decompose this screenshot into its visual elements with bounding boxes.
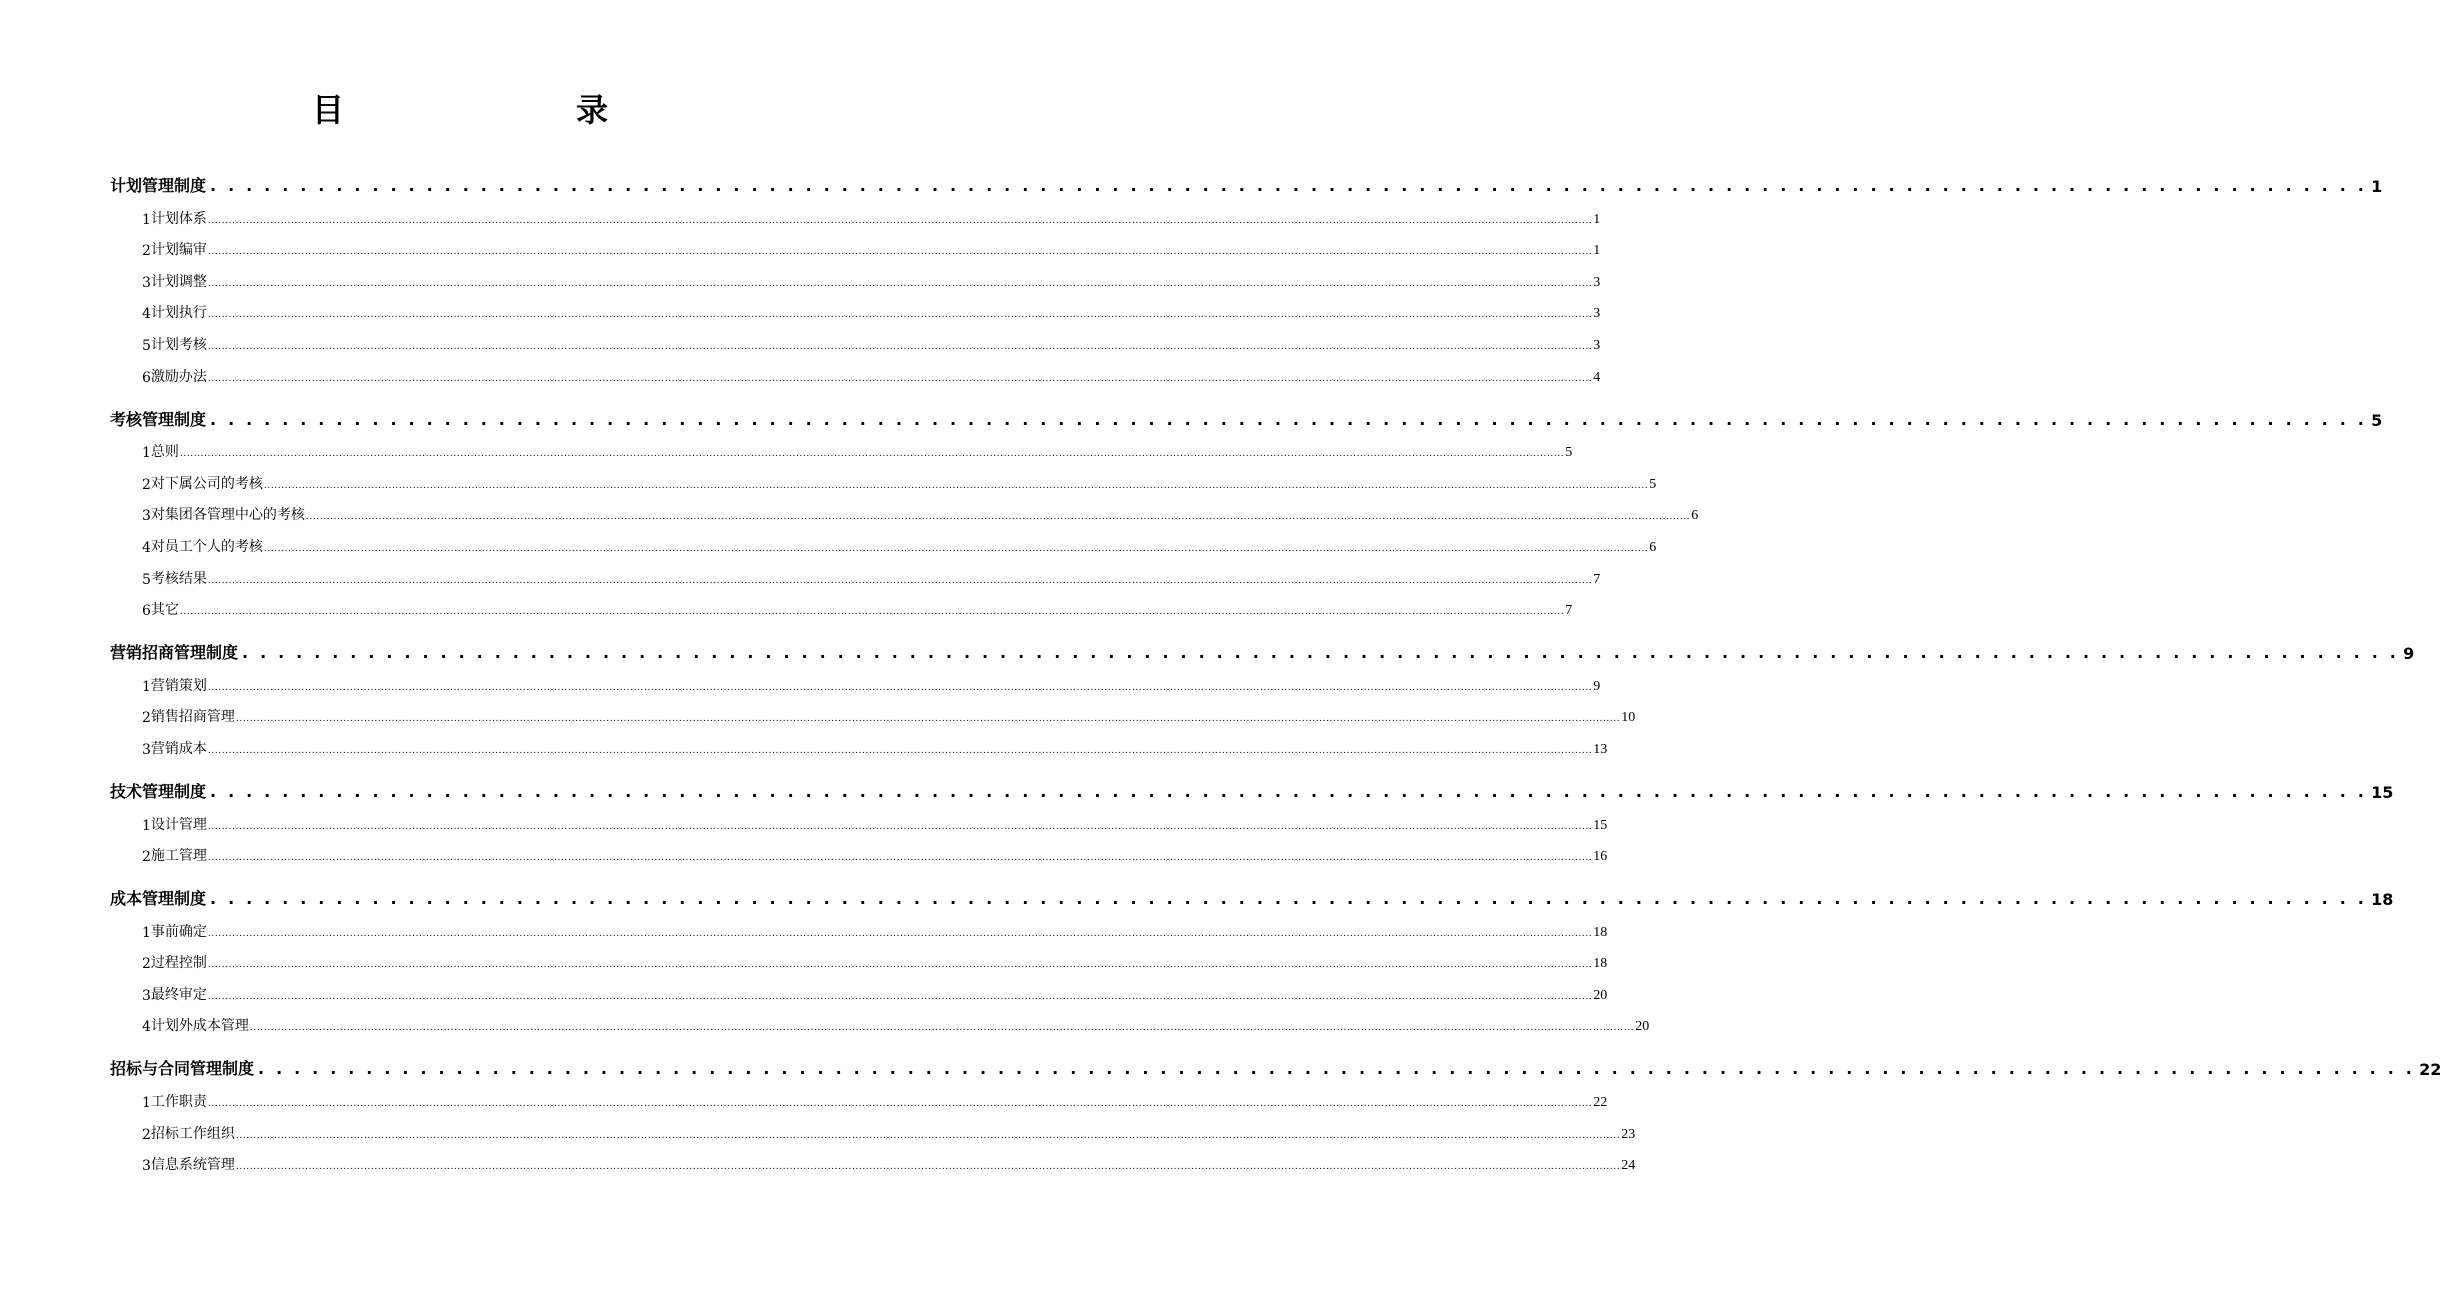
toc-item-number: 3	[142, 741, 151, 758]
toc-section-title: 成本管理制度	[110, 889, 207, 909]
toc-item-number: 4	[142, 306, 151, 323]
dot-leader: . . . . . . . . . . . . . . . . . . . . . . . . . . . . . . . . . . . . . . . . . . . . . . . . . . . . . . . . . . . . . . . . . . . . . . . . . . . . . . . . . . . . . . . . . . . . . . . . . . . . . . . . . . . . . . . . . . . . . . . .	[210, 889, 2368, 909]
toc-item-title: 计划调整	[150, 273, 207, 290]
toc-page-number: 22	[1593, 1095, 1608, 1111]
dot-leader: ................................................................................................................................................................................................................................................................................................................................................................................................................	[207, 853, 1593, 864]
toc-page-number: 6	[1649, 539, 1657, 555]
toc-item-entry[interactable]	[110, 556, 1601, 588]
toc-item-title: 激励办法	[150, 368, 207, 385]
dot-leader: ................................................................................................................................................................................................................................................................................................................................................................................................................	[235, 1162, 1621, 1173]
toc-section-title: 考核管理制度	[110, 409, 207, 429]
toc-item-entry[interactable]	[110, 726, 1608, 758]
toc-item-title: 考核结果	[150, 570, 207, 587]
toc-item-number: 1	[142, 817, 151, 834]
toc-item-title: 营销成本	[150, 740, 207, 757]
toc-page-number: 1	[2371, 177, 2383, 196]
toc-item-title: 计划外成本管理	[150, 1018, 249, 1035]
toc-page-number: 3	[1593, 306, 1601, 322]
toc-item-entry[interactable]	[110, 1004, 1650, 1036]
toc-item-entry[interactable]	[110, 695, 1636, 727]
toc-section-title: 技术管理制度	[110, 781, 207, 801]
dot-leader: ................................................................................................................................................................................................................................................................................................................................................................................................................	[207, 928, 1593, 939]
dot-leader: ................................................................................................................................................................................................................................................................................................................................................................................................................	[179, 449, 1565, 460]
toc-page-number: 16	[1593, 849, 1608, 865]
toc-item-title: 施工管理	[150, 848, 207, 865]
toc-item-title: 对员工个人的考核	[150, 538, 263, 555]
toc-item-number: 2	[142, 476, 151, 493]
toc-page-number: 9	[2403, 644, 2415, 664]
toc-item-title: 最终审定	[150, 986, 207, 1003]
toc-item-entry[interactable]	[110, 663, 1601, 695]
toc-item-number: 1	[142, 924, 151, 941]
toc-section	[110, 1045, 2441, 1175]
toc-section-entry[interactable]	[110, 162, 2383, 196]
toc-page-number: 22	[2419, 1060, 2441, 1080]
toc-section	[110, 875, 2394, 1036]
toc-page-number: 15	[2371, 782, 2394, 802]
toc-item-number: 4	[142, 1019, 151, 1036]
dot-leader: ................................................................................................................................................................................................................................................................................................................................................................................................................	[207, 745, 1593, 756]
toc-item-number: 5	[142, 571, 151, 588]
toc-section	[110, 162, 2383, 386]
toc-item-title: 事前确定	[150, 923, 207, 940]
toc-item-entry[interactable]	[110, 228, 1601, 260]
toc-item-entry[interactable]	[110, 1143, 1636, 1175]
toc-item-number: 1	[142, 1095, 151, 1112]
toc-item-title: 招标工作组织	[150, 1125, 235, 1142]
toc-page-number: 7	[1565, 603, 1573, 619]
toc-item-number: 2	[142, 956, 151, 973]
toc-item-number: 2	[142, 849, 151, 866]
toc-item-number: 1	[142, 445, 151, 462]
toc-item-entry[interactable]	[110, 291, 1601, 323]
toc-item-title: 过程控制	[150, 955, 207, 972]
dot-leader: ................................................................................................................................................................................................................................................................................................................................................................................................................	[207, 1099, 1593, 1110]
toc-item-entry[interactable]	[110, 461, 1657, 493]
toc-section-title: 招标与合同管理制度	[110, 1059, 255, 1079]
toc-page-number: 1	[1593, 243, 1601, 259]
toc-item-number: 2	[142, 243, 151, 260]
toc-page-number: 24	[1621, 1158, 1636, 1174]
toc-item-title: 销售招商管理	[150, 709, 235, 726]
toc-item-number: 5	[142, 337, 151, 354]
toc-item-number: 6	[142, 369, 151, 386]
toc-section-entry[interactable]	[110, 875, 2394, 910]
toc-item-number: 3	[142, 274, 151, 291]
toc-item-title: 设计管理	[150, 816, 207, 833]
dot-leader: ................................................................................................................................................................................................................................................................................................................................................................................................................	[207, 215, 1593, 226]
dot-leader: ................................................................................................................................................................................................................................................................................................................................................................................................................	[207, 247, 1593, 258]
dot-leader: . . . . . . . . . . . . . . . . . . . . . . . . . . . . . . . . . . . . . . . . . . . . . . . . . . . . . . . . . . . . . . . . . . . . . . . . . . . . . . . . . . . . . . . . . . . . . . . . . . . . . . . . . . . . . . . . . . . . . . . .	[210, 176, 2368, 195]
toc-item-entry[interactable]	[110, 588, 1573, 620]
dot-leader: ................................................................................................................................................................................................................................................................................................................................................................................................................	[207, 960, 1593, 971]
toc-page-number: 20	[1593, 987, 1608, 1003]
toc-item-title: 对下属公司的考核	[150, 475, 263, 492]
toc-item-number: 1	[142, 678, 151, 695]
toc-page-number: 18	[1593, 956, 1608, 972]
toc-item-entry[interactable]	[110, 1111, 1636, 1143]
toc-item-title: 营销策划	[150, 677, 207, 694]
dot-leader: ................................................................................................................................................................................................................................................................................................................................................................................................................	[235, 1130, 1621, 1141]
toc-item-number: 1	[142, 211, 151, 228]
toc-page-number: 9	[1593, 678, 1601, 694]
dot-leader: ................................................................................................................................................................................................................................................................................................................................................................................................................	[207, 278, 1593, 289]
toc-page-number: 5	[1649, 476, 1657, 492]
toc-page-number: 3	[1593, 274, 1601, 290]
toc-page-number: 13	[1593, 741, 1608, 757]
toc-item-number: 4	[142, 539, 151, 556]
toc-section-title: 计划管理制度	[110, 176, 207, 195]
toc-page-number: 20	[1635, 1019, 1650, 1035]
dot-leader: ................................................................................................................................................................................................................................................................................................................................................................................................................	[305, 512, 1691, 523]
toc-section-entry[interactable]	[110, 768, 2394, 802]
toc-item-entry[interactable]	[110, 354, 1601, 386]
toc-item-title: 计划考核	[150, 336, 207, 353]
toc-page-number: 18	[1593, 924, 1608, 940]
toc-item-title: 计划体系	[150, 210, 207, 227]
toc-section-entry[interactable]	[110, 1045, 2441, 1080]
toc-page-number: 4	[1593, 369, 1601, 385]
dot-leader: ................................................................................................................................................................................................................................................................................................................................................................................................................	[207, 310, 1593, 321]
dot-leader: . . . . . . . . . . . . . . . . . . . . . . . . . . . . . . . . . . . . . . . . . . . . . . . . . . . . . . . . . . . . . . . . . . . . . . . . . . . . . . . . . . . . . . . . . . . . . . . . . . . . . . . . . . . . . . . . . . . . . . . .	[210, 409, 2368, 429]
toc-item-number: 2	[142, 1126, 151, 1143]
toc-item-entry[interactable]	[110, 1079, 1608, 1112]
toc-page-number: 5	[2371, 410, 2383, 430]
toc-item-title: 工作职责	[150, 1094, 207, 1111]
toc-item-entry[interactable]	[110, 322, 1601, 354]
dot-leader: ................................................................................................................................................................................................................................................................................................................................................................................................................	[249, 1023, 1635, 1034]
dot-leader: ................................................................................................................................................................................................................................................................................................................................................................................................................	[207, 682, 1593, 693]
toc-page-number: 18	[2371, 890, 2394, 910]
toc-section	[110, 768, 2394, 866]
dot-leader: . . . . . . . . . . . . . . . . . . . . . . . . . . . . . . . . . . . . . . . . . . . . . . . . . . . . . . . . . . . . . . . . . . . . . . . . . . . . . . . . . . . . . . . . . . . . . . . . . . . . . . . . . . . . . . . . . . . . . . . .	[258, 1059, 2416, 1079]
page-title: 目 录	[311, 91, 664, 129]
toc-item-title: 计划执行	[150, 305, 207, 322]
toc-item-entry[interactable]	[110, 430, 1573, 462]
dot-leader: ................................................................................................................................................................................................................................................................................................................................................................................................................	[179, 607, 1565, 618]
toc-page-number: 5	[1565, 445, 1573, 461]
toc-item-title: 计划编审	[150, 242, 207, 259]
toc-item-number: 6	[142, 603, 151, 620]
toc-page-number: 15	[1593, 817, 1608, 833]
toc-item-entry[interactable]	[110, 196, 1601, 228]
dot-leader: ................................................................................................................................................................................................................................................................................................................................................................................................................	[207, 373, 1593, 384]
toc-page-number: 7	[1593, 571, 1601, 587]
toc-item-title: 其它	[150, 602, 179, 619]
toc-page-number: 10	[1621, 710, 1636, 726]
toc-item-entry[interactable]	[110, 802, 1608, 834]
toc-item-entry[interactable]	[110, 909, 1608, 941]
toc-page-number: 1	[1593, 211, 1601, 227]
toc-section-title: 营销招商管理制度	[110, 643, 239, 663]
table-of-contents	[110, 162, 2441, 1184]
toc-item-number: 3	[142, 1158, 151, 1175]
toc-page-number: 3	[1593, 337, 1601, 353]
toc-section	[110, 396, 2383, 620]
toc-item-entry[interactable]	[110, 972, 1608, 1004]
toc-item-entry[interactable]	[110, 834, 1608, 866]
toc-section-entry[interactable]	[110, 396, 2383, 430]
toc-item-number: 3	[142, 508, 151, 525]
dot-leader: . . . . . . . . . . . . . . . . . . . . . . . . . . . . . . . . . . . . . . . . . . . . . . . . . . . . . . . . . . . . . . . . . . . . . . . . . . . . . . . . . . . . . . . . . . . . . . . . . . . . . . . . . . . . . . . . . . . . . . . .	[210, 781, 2368, 801]
dot-leader: . . . . . . . . . . . . . . . . . . . . . . . . . . . . . . . . . . . . . . . . . . . . . . . . . . . . . . . . . . . . . . . . . . . . . . . . . . . . . . . . . . . . . . . . . . . . . . . . . . . . . . . . . . . . . . . . . . . . . . . .	[242, 643, 2400, 663]
toc-item-title: 信息系统管理	[150, 1157, 235, 1174]
dot-leader: ................................................................................................................................................................................................................................................................................................................................................................................................................	[207, 341, 1593, 352]
toc-item-entry[interactable]	[110, 493, 1699, 525]
dot-leader: ................................................................................................................................................................................................................................................................................................................................................................................................................	[263, 480, 1649, 491]
toc-item-entry[interactable]	[110, 941, 1608, 973]
dot-leader: ................................................................................................................................................................................................................................................................................................................................................................................................................	[263, 543, 1649, 554]
toc-item-title: 对集团各管理中心的考核	[150, 507, 305, 524]
toc-item-title: 总则	[150, 444, 179, 461]
dot-leader: ................................................................................................................................................................................................................................................................................................................................................................................................................	[207, 575, 1593, 586]
toc-page-number: 23	[1621, 1126, 1636, 1142]
dot-leader: ................................................................................................................................................................................................................................................................................................................................................................................................................	[207, 821, 1593, 832]
toc-item-number: 2	[142, 710, 151, 727]
dot-leader: ................................................................................................................................................................................................................................................................................................................................................................................................................	[207, 991, 1593, 1002]
toc-section	[110, 629, 2415, 758]
toc-section-entry[interactable]	[110, 629, 2415, 664]
toc-page-number: 6	[1691, 508, 1699, 524]
toc-item-number: 3	[142, 987, 151, 1004]
dot-leader: ................................................................................................................................................................................................................................................................................................................................................................................................................	[235, 714, 1621, 725]
toc-item-entry[interactable]	[110, 524, 1657, 556]
toc-item-entry[interactable]	[110, 259, 1601, 291]
